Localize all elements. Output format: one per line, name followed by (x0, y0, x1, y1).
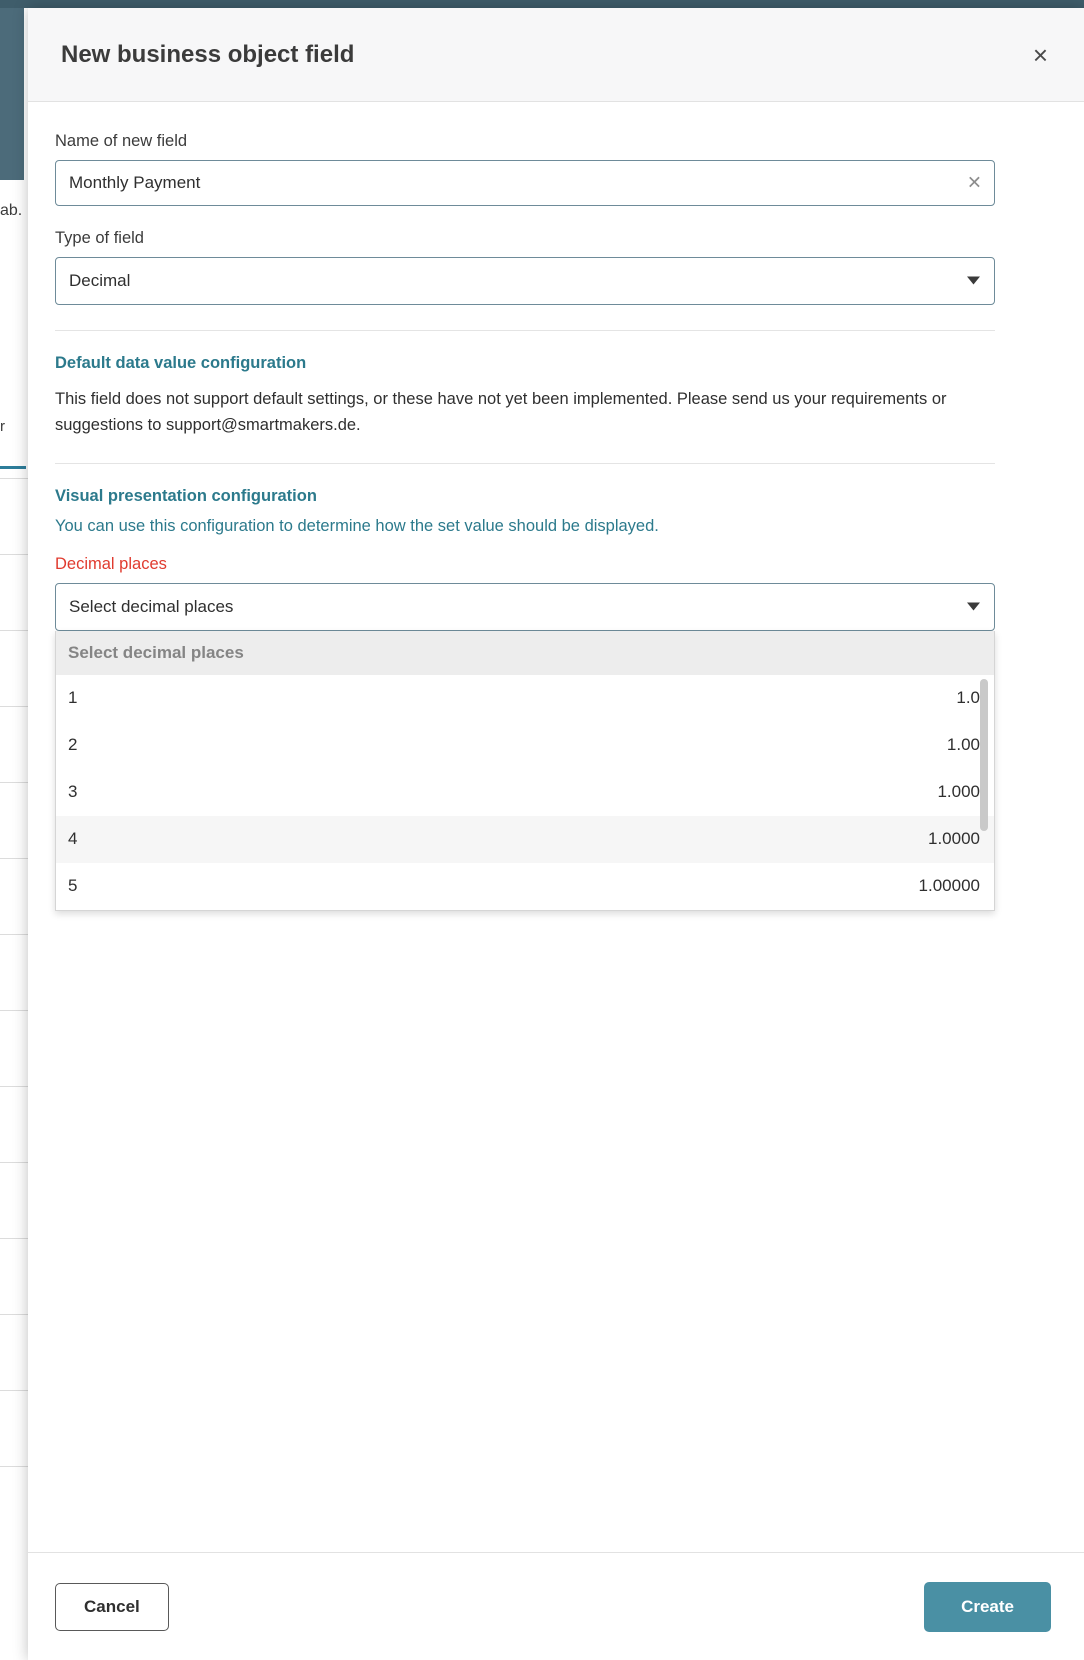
dropdown-scrollbar[interactable] (983, 675, 991, 910)
name-field-wrapper[interactable] (55, 160, 995, 206)
dropdown-option[interactable] (56, 863, 994, 910)
name-field-input[interactable] (56, 161, 994, 205)
dialog-body (28, 102, 1084, 1552)
dropdown-placeholder-option[interactable]: Select decimal places (56, 631, 994, 675)
type-field-select[interactable] (55, 257, 995, 305)
dropdown-option[interactable] (56, 816, 994, 863)
create-button[interactable]: Create (924, 1582, 1051, 1632)
dropdown-option-label: 2 (68, 735, 78, 755)
dropdown-option[interactable] (56, 675, 994, 722)
dropdown-option-example: 1.000 (937, 782, 980, 802)
table-row (0, 935, 28, 1011)
chevron-down-icon (967, 602, 980, 611)
dropdown-option-example: 1.00 (946, 735, 980, 755)
default-config-text: This field does not support default settings, or these have not yet been implemented. Please send us your requirements or suggestions to support@smartmakers.de. (55, 390, 947, 434)
table-row (0, 1391, 28, 1467)
decimal-places-label: Decimal places (55, 554, 167, 573)
table-row (0, 1163, 28, 1239)
dropdown-option-label: 3 (68, 782, 78, 802)
table-row (0, 555, 28, 631)
background-table (0, 478, 28, 1499)
table-row (0, 707, 28, 783)
dropdown-option[interactable] (56, 722, 994, 769)
table-row (0, 859, 28, 935)
new-business-object-field-dialog (28, 8, 1084, 1660)
table-row (0, 1011, 28, 1087)
table-row (0, 1239, 28, 1315)
visual-config-text: You can use this configuration to determine how the set value should be displayed. (55, 517, 659, 536)
dropdown-option-list (56, 675, 994, 910)
background-text: ab. (0, 202, 23, 219)
app-side-rail (0, 8, 24, 180)
app-top-bar (0, 0, 1084, 8)
name-field-label: Name of new field (55, 132, 188, 150)
dropdown-option-label: 4 (68, 829, 78, 849)
visual-config-heading: Visual presentation configuration (55, 487, 317, 506)
table-row (0, 1087, 28, 1163)
table-row (0, 783, 28, 859)
table-row (0, 631, 28, 707)
table-row (0, 479, 28, 555)
table-row (0, 1315, 28, 1391)
background-active-tab-underline (0, 466, 26, 469)
dropdown-option-label: 5 (68, 876, 78, 896)
dropdown-option-example: 1.0 (956, 688, 980, 708)
type-field-label: Type of field (55, 229, 144, 247)
dropdown-option-example: 1.0000 (928, 829, 980, 849)
clear-icon[interactable]: ✕ (966, 172, 982, 193)
dropdown-scrollbar-thumb[interactable] (980, 679, 988, 831)
decimal-places-select[interactable] (55, 583, 995, 631)
dropdown-option-example: 1.00000 (918, 876, 980, 896)
decimal-places-dropdown (55, 631, 995, 911)
cancel-button[interactable]: Cancel (55, 1583, 169, 1631)
dialog-title: New business object field (61, 40, 355, 68)
background-small-text: r (0, 418, 5, 435)
dropdown-option-label: 1 (68, 688, 78, 708)
chevron-down-icon (967, 277, 980, 286)
dialog-footer (28, 1552, 1084, 1660)
decimal-places-value: Select decimal places (69, 596, 234, 616)
dropdown-option[interactable] (56, 769, 994, 816)
dialog-header (28, 8, 1084, 102)
section-divider-2 (55, 463, 995, 464)
section-divider (55, 330, 995, 331)
type-field-value: Decimal (69, 271, 131, 290)
default-config-heading: Default data value configuration (55, 354, 307, 372)
close-icon[interactable]: × (1032, 39, 1048, 70)
